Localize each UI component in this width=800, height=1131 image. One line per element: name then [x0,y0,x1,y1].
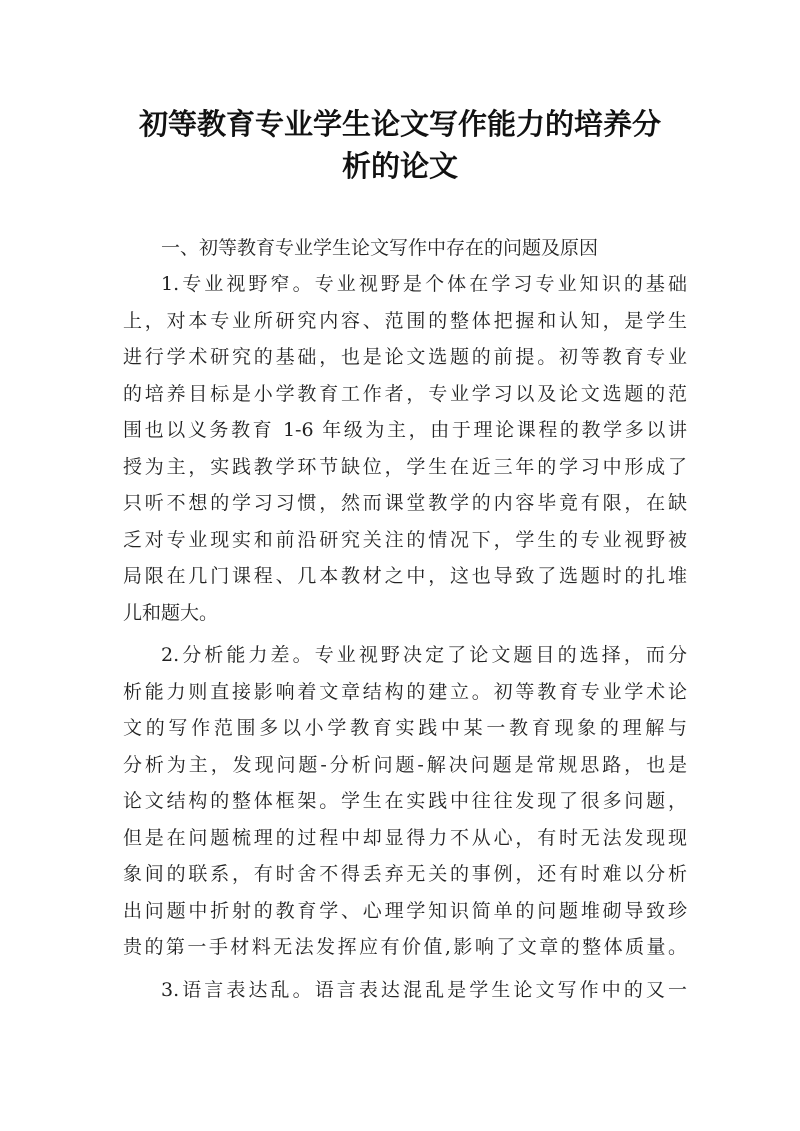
paragraph-line: 儿和题大。 [123,601,219,624]
paragraph-2 [123,637,687,966]
paragraph-line: 析能力则直接影响着文章结构的建立。初等教育专业学术论 [123,680,687,703]
paragraph-line: 只听不想的学习习惯，然而课堂教学的内容毕竟有限，在缺 [123,492,687,514]
paragraph-line: 上，对本专业所研究内容、范围的整体把握和认知，是学生 [123,309,687,332]
paragraph-line: 分析为主，发现问题-分析问题-解决问题是常规思路，也是 [123,753,687,776]
paragraph-1 [123,266,687,631]
paragraph-line: 围也以义务教育 1-6 年级为主，由于理论课程的教学多以讲 [123,419,687,441]
paragraph-line: 贵的第一手材料无法发挥应有价值,影响了文章的整体质量。 [123,936,687,958]
paragraph-line: 出问题中折射的教育学、心理学知识简单的问题堆砌导致珍 [123,899,687,922]
paragraph-3 [123,972,687,1009]
paragraph-line: 文的写作范围多以小学教育实践中某一教育现象的理解与 [123,717,687,739]
paragraph-line: 局限在几门课程、几本教材之中，这也导致了选题时的扎堆 [123,565,687,587]
paragraph-line: 进行学术研究的基础，也是论文选题的前提。初等教育专业 [123,346,687,368]
document-body [123,230,687,1014]
paragraph-line: 2.分析能力差。专业视野决定了论文题目的选择，而分 [161,644,687,666]
paragraph-line: 授为主，实践教学环节缺位，学生在近三年的学习中形成了 [123,455,687,478]
paragraph-line: 的培养目标是小学教育工作者，专业学习以及论文选题的范 [123,382,687,405]
paragraph-line: 3.语言表达乱。语言表达混乱是学生论文写作中的又一 [161,978,687,1001]
paragraph-line: 乏对专业现实和前沿研究关注的情况下，学生的专业视野被 [123,528,687,551]
paragraph-line: 论文结构的整体框架。学生在实践中往往发现了很多问题， [123,790,687,812]
paragraph-line: 但是在问题梳理的过程中却显得力不从心，有时无法发现现 [123,826,687,849]
section-heading: 一、初等教育专业学生论文写作中存在的问题及原因 [161,237,599,259]
document-title-line-2: 析的论文 [341,149,458,183]
paragraph-line: 象间的联系，有时舍不得丢弃无关的事例，还有时难以分析 [123,863,687,885]
paragraph-line: 1.专业视野窄。专业视野是个体在学习专业知识的基础 [161,273,687,295]
document-title-line-1: 初等教育专业学生论文写作能力的培养分 [138,107,661,141]
